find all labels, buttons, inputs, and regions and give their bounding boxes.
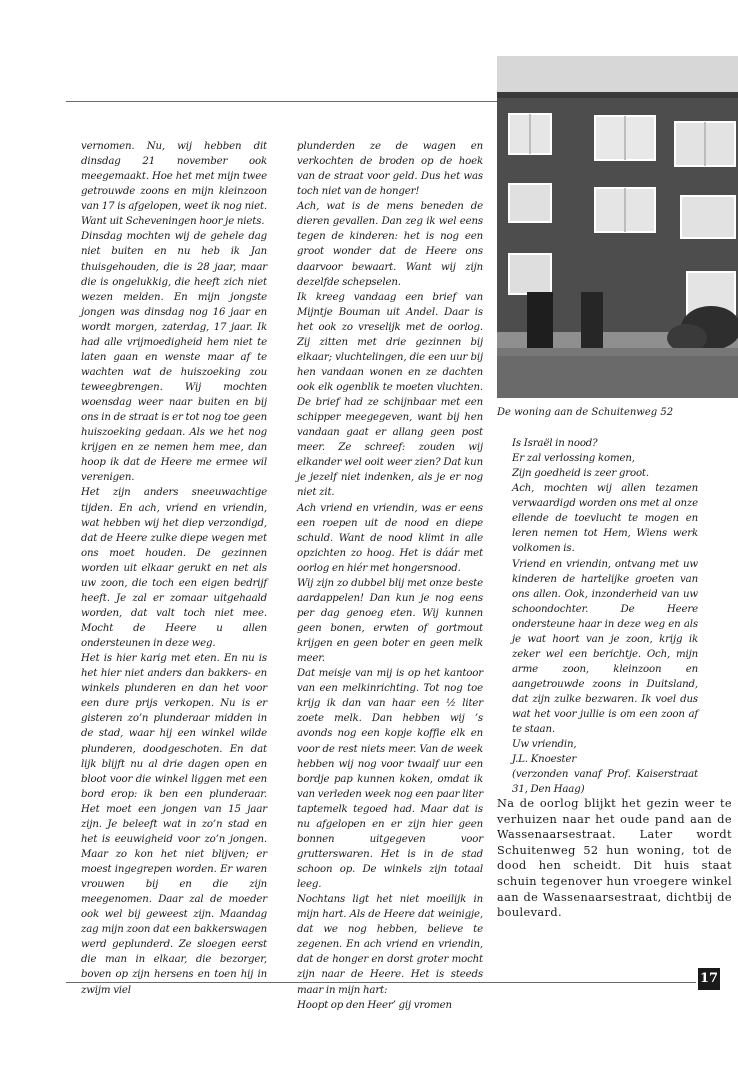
paragraph: Ach vriend en vriendin, was er eens een roepen uit de nood en diepe schuld. Want de nood klimt in alle opzichten zo hoog. Het is dáár met oorlog en hiér met hongersnood. xyxy=(297,502,483,574)
paragraph: Hoopt op den Heer’ gij vromen xyxy=(297,999,452,1011)
paragraph: Dinsdag mochten wij de gehele dag niet buiten en nu heb ik Jan thuisgehouden, die is 28 jaar, maar die is ongelukkig, die heeft zich niet wezen melden. En mijn jongste jongen was dinsdag nog 16 jaar en wordt morgen, zaterdag, 17 jaar. Ik had alle vrijmoedigheid hem niet te laten gaan en wenste maar af te wachten wat de huiszoeking zou teweegbrengen. Wij mochten woensdag weer naar buiten en bij ons in de straat is er tot nog toe geen huiszoeking gedaan. Als we het nog krijgen en ze nemen hem mee, dan hoop ik dat de Heere me ermee wil verenigen. xyxy=(81,231,267,484)
paragraph: Ach, mochten wij allen tezamen verwaardigd worden ons met al onze ellende de toevlucht te mogen en leren nemen tot Hem, Wiens werk volkomen is. xyxy=(512,483,698,555)
paragraph: Ach, wat is de mens beneden de dieren gevallen. Dan zeg ik wel eens tegen de kinderen: het is nog een groot wonder dat de Heere ons daarvoor bewaart. Want wij zijn dezelfde schepselen. xyxy=(297,201,483,288)
poem-line: Er zal verlossing komen, xyxy=(512,453,635,465)
top-rule xyxy=(66,101,498,102)
sender-address: (verzonden vanaf Prof. Kaiserstraat 31, Den Haag) xyxy=(512,769,698,796)
building-image xyxy=(497,56,738,398)
closing: Uw vriendin, xyxy=(512,739,577,751)
paragraph: Ik kreeg vandaag een brief van Mijntje Bouman uit Andel. Daar is het ook zo vreselijk met de oorlog. Zij zitten met drie gezinnen bij elkaar; vluchtelingen, die een uur bij hen vandaan wonen en ze dachten ook elk ogenblik te moeten vluchten. De brief had ze schijnbaar met een schipper meegegeven, want bij hen vandaan gaat er allang geen post meer. Ze schreef: zouden wij elkander wel ooit weer zien? Dat kun je jezelf niet indenken, als je er nog niet zit. xyxy=(297,291,483,499)
letter-column-3 xyxy=(512,436,698,798)
paragraph: Dat meisje van mij is op het kantoor van een melkinrichting. Tot nog toe krijg ik dan van haar een ½ liter zoete melk. Dan hebben wij ’s avonds nog een kopje koffie elk en voor de rest niets meer. Van de week hebben wij nog voor twaalf uur een bordje pap kunnen koken, omdat ik van verleden week nog een paar liter taptemelk tegoed had. Maar dat is nu afgelopen en er zijn hier geen bonnen uitgegeven voor grutterswaren. Het is in de stad schoon op. De winkels zijn totaal leeg. xyxy=(297,668,483,891)
bottom-rule xyxy=(66,982,696,983)
paragraph: Na de oorlog blijkt het gezin weer te verhuizen naar het oude pand aan de Wassenaarsestraat. Later wordt Schuitenweg 52 hun woning, tot de dood hen scheidt. Dit huis staat schuin tegenover hun vroegere winkel aan de Wassenaarsestraat, dichtbij de boulevard. xyxy=(497,797,732,920)
paragraph: Wij zijn zo dubbel blij met onze beste aardappelen! Dan kun je nog eens per dag genoeg eten. Wij kunnen geen bonen, erwten of gortmout krijgen en geen boter en geen melk meer. xyxy=(297,577,483,665)
page-number: 17 xyxy=(698,968,720,990)
poem-line: Is Israël in nood? xyxy=(512,438,598,449)
letter-column-2 xyxy=(297,139,483,1013)
paragraph: Het zijn anders sneeuwachtige tijden. En ach, vriend en vriendin, wat hebben wij het diep verzondigd, dat de Heere zulke diepe wegen met ons moet houden. De gezinnen worden uit elkaar gerukt en net als uw zoon, die toch een eigen bedrijf heeft. Je zal er zomaar uitgehaald worden, dat valt toch niet mee. Mocht de Heere u allen ondersteunen in deze weg. xyxy=(81,487,267,650)
paragraph: plunderden ze de wagen en verkochten de broden op de hoek van de straat voor geld. Dus het was toch niet van de honger! xyxy=(297,141,483,198)
poem-line: Zijn goedheid is zeer groot. xyxy=(512,468,649,480)
letter-column-1 xyxy=(81,139,267,998)
paragraph: Het is hier karig met eten. En nu is het hier niet anders dan bakkers- en winkels plunderen en dan het voor een dure prijs verkopen. Nu is er gisteren zo’n plunderaar midden in de stad, waar hij een winkel wilde plunderen, doodgeschoten. En dat lijk blijft nu al drie dagen open en bloot voor die winkel liggen met een bord erop: ik ben een plunderaar. Het moet een jongen van 15 jaar zijn. Je beleeft wat in zo’n stad en het is eeuwigheid voor zo’n jongen. Maar zo kon het niet blijven; er moest ingegrepen worden. Er waren vrouwen bij en die zijn meegenomen. Daar zal de moeder ook wel bij geweest zijn. Maandag zag mijn zoon dat een bakkerswagen werd geplunderd. Ze sloegen eerst die man in elkaar, die bezorger, boven op zijn hersens en toen hij in zwijm viel xyxy=(81,653,267,996)
photo-caption: De woning aan de Schuitenweg 52 xyxy=(497,407,674,418)
paragraph: Vriend en vriendin, ontvang met uw kinderen de hartelijke groeten van ons allen. Ook, inzonderheid van uw schoondochter. De Heere ondersteune haar in deze weg en als je wat hoort van je zoon, krijg ik zeker wel een berichtje. Och, mijn arme zoon, kleinzoon en aangetrouwde zoons in Duitsland, dat zijn zulke bezwaren. Ik voel dus wat het voor jullie is om een zoon af te staan. xyxy=(512,558,698,736)
paragraph: Nochtans ligt het niet moeilijk in mijn hart. Als de Heere dat weinigje, dat we nog hebben, believe te zegenen. En ach vriend en vriendin, dat de honger en dorst groter mocht zijn naar de Heere. Het is steeds maar in mijn hart: xyxy=(297,894,483,996)
epilogue-text xyxy=(497,796,732,921)
house-photo xyxy=(497,56,738,398)
paragraph: vernomen. Nu, wij hebben dit dinsdag 21 november ook meegemaakt. Hoe het met mijn twee getrouwde zoons en mijn kleinzoon van 17 is afgelopen, weet ik nog niet. Want uit Scheveningen hoor je niets. xyxy=(81,141,267,228)
signature: J.L. Knoester xyxy=(512,754,577,766)
